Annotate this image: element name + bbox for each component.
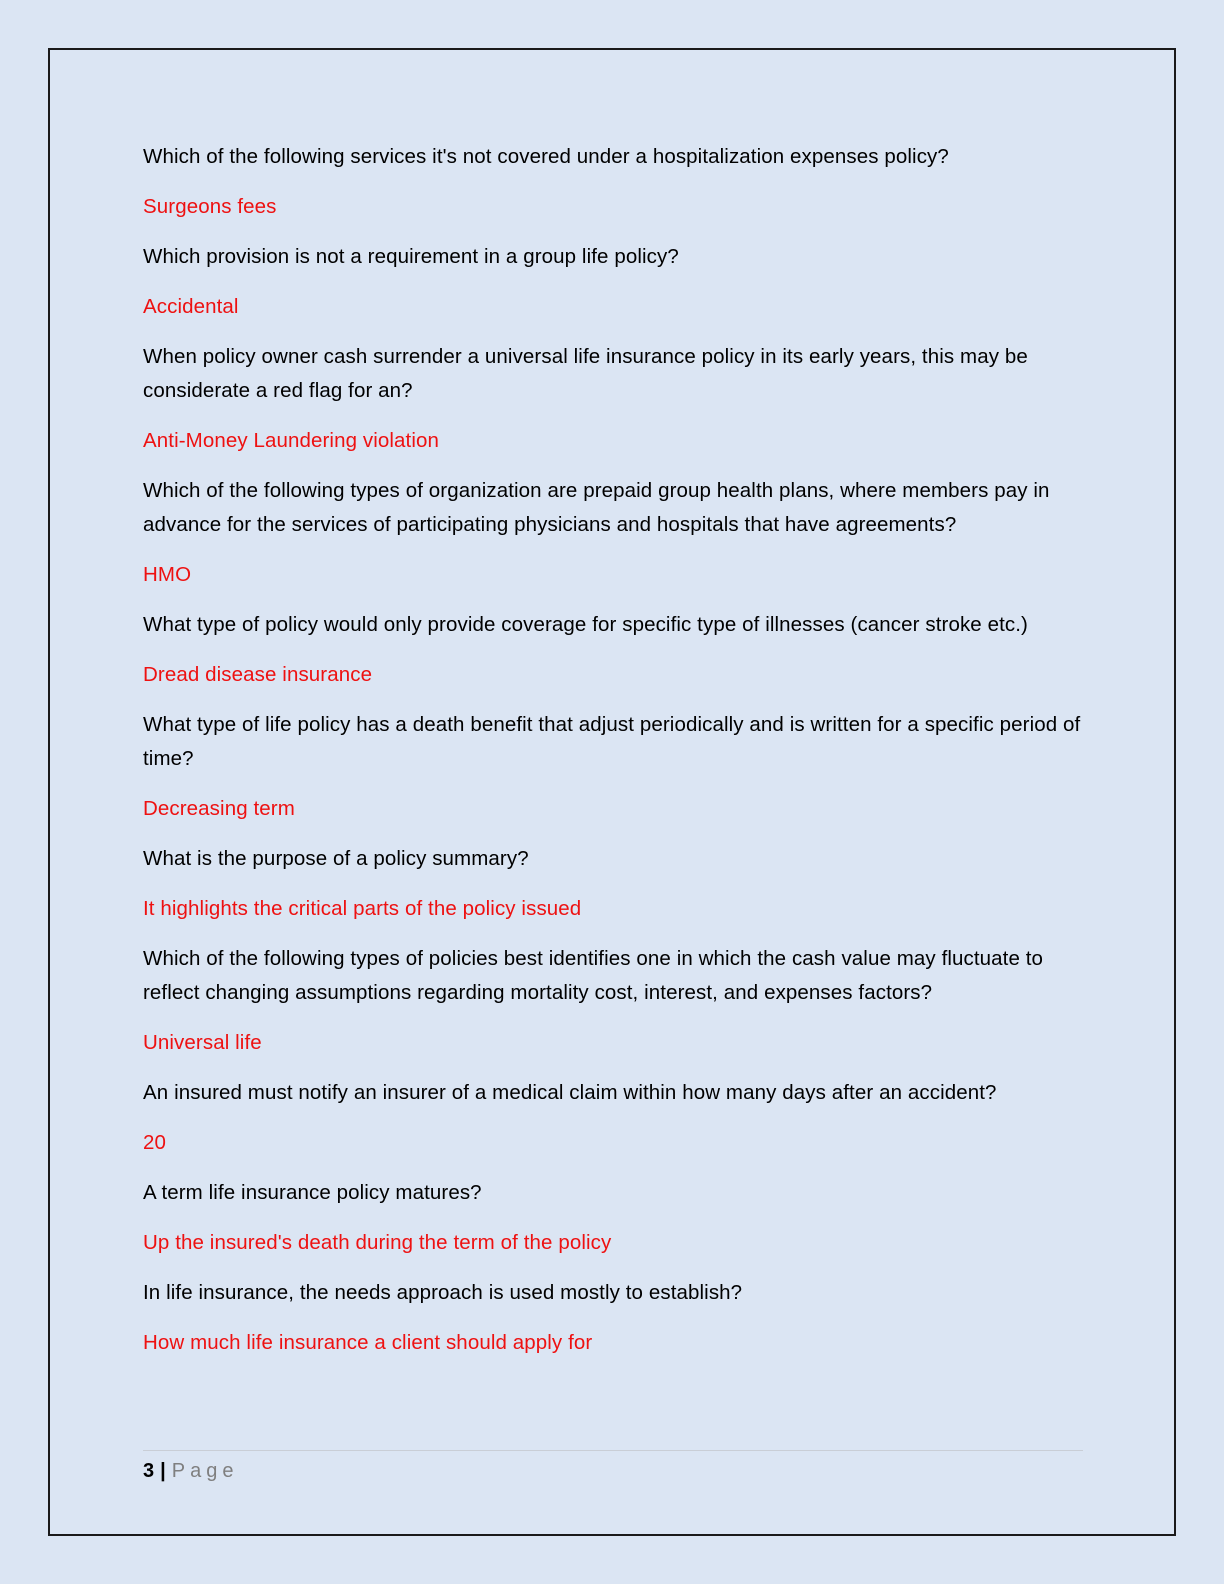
answer-7: It highlights the critical parts of the policy issued — [143, 897, 582, 920]
answer-3: Anti-Money Laundering violation — [143, 429, 439, 452]
footer-divider — [143, 1450, 1083, 1451]
question-7: What is the purpose of a policy summary? — [143, 847, 529, 870]
page-label: Page — [171, 1460, 239, 1482]
qa-content — [143, 140, 1083, 1376]
question-6: What type of life policy has a death benefit that adjust periodically and is written for a specific period of time? — [143, 713, 1081, 770]
question-9: An insured must notify an insurer of a medical claim within how many days after an accident? — [143, 1081, 997, 1104]
question-3: When policy owner cash surrender a universal life insurance policy in its early years, this may be considerate a red flag for an? — [143, 345, 1028, 402]
question-1: Which of the following services it's not covered under a hospitalization expenses policy? — [143, 145, 949, 168]
answer-4: HMO — [143, 563, 192, 586]
question-4: Which of the following types of organization are prepaid group health plans, where members pay in advance for the services of participating physicians and hospitals that have agreements? — [143, 479, 1050, 536]
answer-9: 20 — [143, 1131, 167, 1154]
answer-1: Surgeons fees — [143, 195, 277, 218]
page-footer — [143, 1457, 238, 1485]
question-2: Which provision is not a requirement in a group life policy? — [143, 245, 679, 268]
answer-5: Dread disease insurance — [143, 663, 373, 686]
question-11: In life insurance, the needs approach is used mostly to establish? — [143, 1281, 743, 1304]
footer-separator: | — [160, 1460, 166, 1482]
question-10: A term life insurance policy matures? — [143, 1181, 482, 1204]
question-8: Which of the following types of policies best identifies one in which the cash value may fluctuate to reflect changing assumptions regarding mortality cost, interest, and expenses factors? — [143, 947, 1044, 1004]
answer-10: Up the insured's death during the term of the policy — [143, 1231, 612, 1254]
page-number: 3 — [143, 1460, 155, 1482]
question-5: What type of policy would only provide coverage for specific type of illnesses (cancer stroke etc.) — [143, 613, 1028, 636]
answer-8: Universal life — [143, 1031, 262, 1054]
answer-11: How much life insurance a client should apply for — [143, 1331, 593, 1354]
answer-2: Accidental — [143, 295, 239, 318]
answer-6: Decreasing term — [143, 797, 295, 820]
